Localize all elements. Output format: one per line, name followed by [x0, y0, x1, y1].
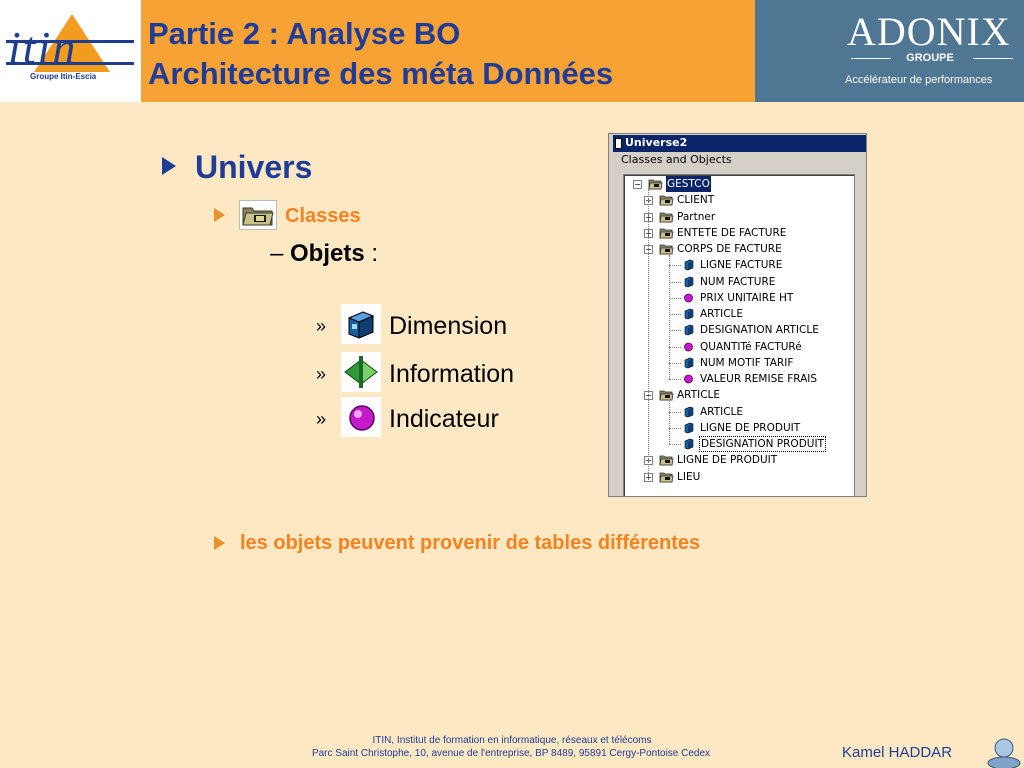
- tree-collapse-icon[interactable]: −: [645, 391, 652, 401]
- slide-title-line2: Architecture des méta Données: [148, 56, 614, 91]
- window-system-icon[interactable]: [615, 138, 622, 149]
- adonix-brand: ADONIX: [847, 9, 1011, 54]
- objets-label: Objets: [290, 240, 365, 267]
- tree-node-label: ENTETE DE FACTURE: [677, 226, 787, 239]
- dimension-icon: [682, 406, 695, 418]
- tree-node-label: ARTICLE: [677, 389, 721, 402]
- tree-class-node[interactable]: [644, 209, 854, 225]
- tree-expand-icon[interactable]: +: [645, 456, 652, 466]
- itin-logo-text: itin: [8, 22, 78, 73]
- dimension-icon: [682, 422, 695, 434]
- tree-node-label: DESIGNATION PRODUIT: [701, 438, 824, 450]
- itin-logo: [0, 0, 141, 102]
- indicator-icon: [682, 292, 695, 304]
- class-folder-icon: [648, 178, 661, 190]
- tree-connector: [669, 379, 681, 380]
- tree-node-label: PRIX UNITAIRE HT: [700, 291, 794, 304]
- tree-connector: [669, 265, 681, 266]
- tree-expand-icon[interactable]: +: [645, 228, 652, 238]
- legend-label-dimension: Dimension: [389, 312, 508, 340]
- dimension-icon: [682, 259, 695, 271]
- tree-node-label: LIGNE DE PRODUIT: [700, 421, 801, 434]
- bullet-note: les objets peuvent provenir de tables différentes: [240, 532, 701, 554]
- tree-node-label: NUM FACTURE: [700, 275, 776, 288]
- dimension-icon: [682, 324, 695, 336]
- indicator-icon: [682, 341, 695, 353]
- indicator-icon: [341, 397, 381, 437]
- dimension-icon: [682, 357, 695, 369]
- tree-class-node[interactable]: [644, 225, 854, 241]
- tree-connector: [669, 363, 681, 364]
- adonix-rule-right: [973, 58, 1013, 59]
- legend-label-indicateur: Indicateur: [389, 405, 499, 433]
- slide-title-line1: Partie 2 : Analyse BO: [148, 16, 461, 51]
- tree-node-label: VALEUR REMISE FRAIS: [700, 373, 818, 385]
- tree-expand-icon[interactable]: +: [645, 212, 652, 222]
- dimension-icon: [341, 304, 381, 344]
- dash-marker: –: [270, 240, 291, 267]
- tree-connector: [669, 282, 681, 283]
- bullet-univers: Univers: [195, 149, 313, 185]
- tree-guide-line: [669, 255, 670, 379]
- class-folder-icon: [659, 243, 672, 255]
- classes-objects-label: Classes and Objects: [621, 153, 732, 166]
- dimension-icon: [682, 438, 695, 450]
- information-icon: [341, 352, 381, 392]
- slide-header: [0, 0, 1024, 102]
- tree-class-node[interactable]: [644, 452, 854, 468]
- footer-author: Kamel HADDAR: [842, 744, 953, 761]
- adonix-group: GROUPE: [906, 52, 954, 64]
- tree-connector: [669, 444, 681, 445]
- tree-node-label: GESTCO: [667, 178, 710, 190]
- title-band: [141, 0, 755, 102]
- tree-node-label: LIEU: [677, 470, 701, 483]
- tree-class-node[interactable]: [633, 176, 843, 192]
- bullet-classes: Classes: [285, 205, 361, 227]
- tree-connector: [669, 330, 681, 331]
- bullet-triangle-icon: [162, 157, 176, 175]
- tree-class-node[interactable]: [644, 192, 854, 208]
- tree-guide-line: [669, 401, 670, 444]
- tree-node-label: Partner: [677, 210, 716, 223]
- classes-objects-tree[interactable]: [623, 174, 855, 497]
- tree-node-label: LIGNE FACTURE: [700, 259, 783, 272]
- tree-connector: [669, 347, 681, 348]
- class-folder-icon: [659, 211, 672, 223]
- bullet-triangle-icon: [214, 536, 225, 550]
- tree-class-node[interactable]: [644, 387, 854, 403]
- tree-collapse-icon[interactable]: −: [634, 180, 641, 189]
- legend-marker: »: [316, 409, 327, 429]
- tree-node-label: LIGNE DE PRODUIT: [677, 454, 778, 467]
- indicator-icon: [682, 373, 695, 385]
- itin-logo-subtitle: Groupe Itin-Escia: [30, 72, 97, 81]
- user-avatar-icon: [986, 736, 1022, 768]
- class-folder-icon: [659, 389, 672, 401]
- footer-address: Parc Saint Christophe, 10, avenue de l'entreprise, BP 8489, 95891 Cergy-Pontoise Cedex: [311, 748, 711, 759]
- tree-guide-line: [648, 189, 649, 479]
- tree-node-label: QUANTITé FACTURé: [700, 340, 802, 353]
- universe-window: [608, 133, 867, 497]
- tree-connector: [669, 298, 681, 299]
- legend-marker: »: [316, 316, 327, 336]
- tree-node-label: CORPS DE FACTURE: [677, 243, 782, 255]
- class-folder-icon: [239, 200, 277, 230]
- class-folder-icon: [659, 194, 672, 206]
- adonix-tagline: Accélérateur de performances: [845, 74, 993, 86]
- dimension-icon: [682, 276, 695, 288]
- class-folder-icon: [659, 471, 672, 483]
- bullet-triangle-icon: [214, 208, 225, 222]
- legend-marker: »: [316, 364, 327, 384]
- tree-connector: [669, 314, 681, 315]
- dimension-icon: [682, 308, 695, 320]
- tree-connector: [669, 428, 681, 429]
- universe-window-title: Universe2: [625, 136, 688, 149]
- bullet-objets: [270, 240, 378, 268]
- tree-collapse-icon[interactable]: −: [645, 245, 652, 254]
- universe-window-titlebar[interactable]: [613, 135, 866, 152]
- objets-colon: :: [364, 240, 379, 267]
- class-folder-icon: [659, 454, 672, 466]
- class-folder-icon: [659, 227, 672, 239]
- tree-node-label: ARTICLE: [700, 405, 744, 418]
- tree-node-label: CLIENT: [677, 194, 715, 207]
- tree-expand-icon[interactable]: +: [645, 196, 652, 206]
- tree-class-node[interactable]: [644, 469, 854, 485]
- tree-node-label: ARTICLE: [700, 308, 744, 320]
- tree-connector: [669, 412, 681, 413]
- legend-label-information: Information: [389, 360, 515, 388]
- tree-expand-icon[interactable]: +: [645, 472, 652, 482]
- tree-node-label: NUM MOTIF TARIF: [700, 356, 794, 369]
- adonix-logo: [755, 0, 1024, 102]
- tree-node-label: DESIGNATION ARTICLE: [700, 324, 819, 337]
- footer-institution: ITIN, Institut de formation en informatique, réseaux et télécoms: [372, 735, 652, 746]
- tree-class-node[interactable]: [644, 241, 854, 257]
